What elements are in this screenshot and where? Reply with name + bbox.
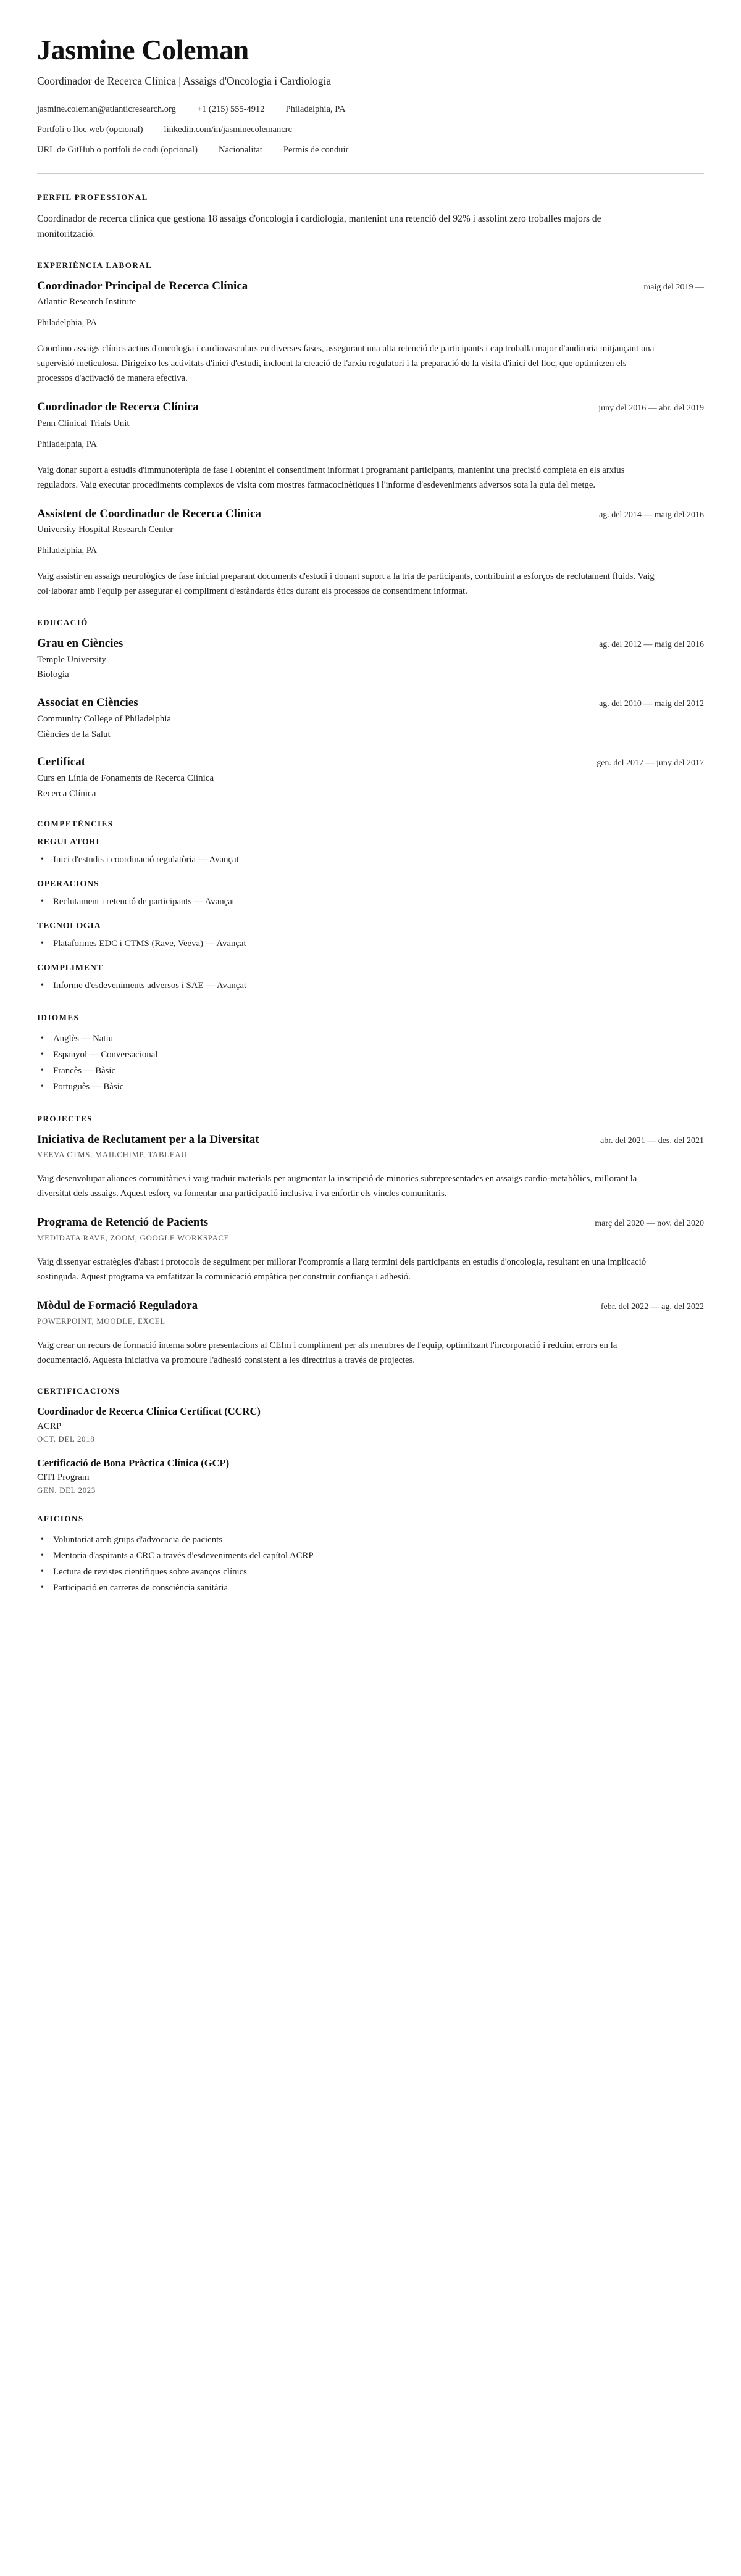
candidate-name: Jasmine Coleman (37, 34, 249, 65)
experience-description: Vaig donar suport a estudis d'immunoteràpia de fase I obtenint el consentiment informat i programant participants, mantenint una precisió completa en els arxius reguladors. Vaig executar procediments complexos de visita com mostres farmacocinètiques i l'informe d'esdeveniments adversos sota la guia del metge. (37, 465, 625, 490)
skill-list (37, 894, 704, 910)
contact-linkedin[interactable]: linkedin.com/in/jasminecolemancrc (164, 125, 292, 135)
education-school: Community College of Philadelphia (37, 713, 172, 724)
experience-entry-head (37, 507, 704, 522)
header-divider (37, 173, 704, 174)
contact-github[interactable]: URL de GitHub o portfoli de codi (opcional) (37, 144, 198, 155)
skill-item: • Plataformes EDC i CTMS (Rave, Veeva) — Avançat (37, 936, 704, 952)
skill-list (37, 936, 704, 952)
interests-list (37, 1532, 704, 1597)
candidate-headline: Coordinador de Recerca Clínica | Assaigs d'Oncologia i Cardiologia (37, 74, 332, 87)
experience-location: Philadelphia, PA (37, 318, 97, 328)
summary-text: Coordinador de recerca clínica que gestiona 18 assaigs d'oncologia i cardiologia, mantenint una retenció del 92% i assolint zero troballes majors de monitorització. (37, 213, 601, 239)
experience-location: Philadelphia, PA (37, 439, 97, 449)
language-item: • Anglès — Natiu (37, 1031, 704, 1047)
language-item: • Portuguès — Bàsic (37, 1079, 704, 1095)
language-item: • Francès — Bàsic (37, 1063, 704, 1079)
section-projects (37, 1114, 704, 1368)
certification-issuer: CITI Program (37, 1473, 90, 1482)
education-field: Ciències de la Salut (37, 729, 111, 739)
certification-date: OCT. DEL 2018 (37, 1434, 95, 1444)
project-entry-head (37, 1298, 704, 1314)
education-entry-head (37, 696, 704, 711)
education-dates: ag. del 2012 — maig del 2016 (599, 639, 704, 649)
project-tech: VEEVA CTMS, MAILCHIMP, TABLEAU (37, 1150, 188, 1160)
interest-item: • Mentoria d'aspirants a CRC a través d'esdeveniments del capítol ACRP (37, 1548, 704, 1564)
interest-item: • Participació en carreres de consciència sanitària (37, 1581, 704, 1597)
project-name: Mòdul de Formació Reguladora (37, 1298, 198, 1312)
resume-header (37, 35, 704, 174)
education-dates: gen. del 2017 — juny del 2017 (597, 758, 704, 768)
certification-entry (37, 1405, 704, 1444)
experience-location: Philadelphia, PA (37, 545, 97, 555)
skill-item: • Reclutament i retenció de participants — Avançat (37, 894, 704, 910)
education-entry-head (37, 636, 704, 652)
interest-item: • Voluntariat amb grups d'advocacia de pacients (37, 1532, 704, 1548)
project-entry-head (37, 1215, 704, 1231)
section-title-education: EDUCACIÓ (37, 617, 88, 627)
project-name: Programa de Retenció de Pacients (37, 1216, 209, 1229)
education-entry (37, 636, 704, 682)
section-title-interests: AFICIONS (37, 1514, 84, 1523)
education-field: Recerca Clínica (37, 788, 96, 799)
experience-dates: juny del 2016 — abr. del 2019 (598, 404, 704, 413)
section-interests (37, 1514, 704, 1597)
skill-category: TECNOLOGIA (37, 921, 101, 931)
skill-list (37, 978, 704, 994)
section-title-languages: IDIOMES (37, 1013, 80, 1023)
education-entry (37, 755, 704, 800)
project-description: Vaig desenvolupar aliances comunitàries i vaig traduir materials per augmentar la inscripció de minories subrepresentades en assaigs cardio-metabòlics, millorant la diversitat dels assaigs. Aquest esforç va fomentar una participació inclusiva i va enfortir els vincles comunitaris. (37, 1174, 637, 1199)
education-school: Temple University (37, 654, 106, 665)
certification-issuer: ACRP (37, 1421, 62, 1431)
project-entry (37, 1215, 704, 1285)
contact-row-3 (37, 144, 704, 157)
section-title-projects: PROJECTES (37, 1113, 93, 1123)
project-name: Iniciativa de Reclutament per a la Diversitat (37, 1132, 259, 1146)
experience-entry (37, 507, 704, 599)
contact-portfolio[interactable]: Portfoli o lloc web (opcional) (37, 125, 143, 135)
certification-name: Coordinador de Recerca Clínica Certificat (CCRC) (37, 1405, 261, 1418)
skill-group (37, 879, 704, 910)
experience-entry (37, 400, 704, 492)
skill-item: • Inici d'estudis i coordinació regulatòria — Avançat (37, 852, 704, 868)
experience-entry-head (37, 400, 704, 415)
section-title-certifications: CERTIFICACIONS (37, 1386, 120, 1396)
contact-email[interactable]: jasmine.coleman@atlanticresearch.org (37, 104, 176, 115)
contact-nationality: Nacionalitat (219, 144, 262, 155)
contact-row-1 (37, 103, 704, 117)
skill-category: OPERACIONS (37, 879, 99, 889)
project-description: Vaig dissenyar estratègies d'abast i protocols de seguiment per millorar l'compromís a llarg termini dels participants en estudis d'oncologia, resultant en una implicació sostinguda. Aquest programa va emfatitzar la comunicació empàtica per construir confiança i adhesió. (37, 1257, 647, 1282)
education-school: Curs en Línia de Fonaments de Recerca Clínica (37, 773, 214, 783)
section-summary (37, 193, 704, 242)
experience-entry (37, 279, 704, 386)
contact-row-2 (37, 123, 704, 137)
project-tech: POWERPOINT, MOODLE, EXCEL (37, 1316, 165, 1326)
section-title-skills: COMPETÈNCIES (37, 819, 114, 829)
experience-dates: ag. del 2014 — maig del 2016 (599, 510, 704, 520)
interest-item: • Lectura de revistes científiques sobre avanços clínics (37, 1564, 704, 1581)
education-field: Biologia (37, 670, 69, 680)
skill-item: • Informe d'esdeveniments adversos i SAE — Avançat (37, 978, 704, 994)
project-description: Vaig crear un recurs de formació interna sobre presentacions al CEIm i compliment per als membres de l'equip, optimitzant l'incorporació i reduint errors en la documentació. Aquesta iniciativa va promoure l'adhesió consistent a les directrius a través de projectes. (37, 1340, 618, 1365)
section-skills (37, 819, 704, 994)
experience-role: Assistent de Coordinador de Recerca Clínica (37, 507, 261, 520)
experience-role: Coordinador de Recerca Clínica (37, 401, 199, 414)
experience-org: University Hospital Research Center (37, 525, 174, 535)
education-entry (37, 696, 704, 741)
section-experience (37, 260, 704, 599)
section-education (37, 618, 704, 801)
project-entry (37, 1298, 704, 1368)
experience-dates: maig del 2019 — (643, 282, 704, 292)
certification-entry (37, 1456, 704, 1495)
experience-entry-head (37, 279, 704, 294)
skill-group (37, 837, 704, 868)
skill-group (37, 963, 704, 994)
contact-driving-licence: Permís de conduir (283, 144, 349, 155)
project-dates: març del 2020 — nov. del 2020 (595, 1219, 704, 1229)
project-dates: abr. del 2021 — des. del 2021 (600, 1136, 704, 1145)
skill-list (37, 852, 704, 868)
education-degree: Associat en Ciències (37, 696, 138, 710)
experience-role: Coordinador Principal de Recerca Clínica (37, 279, 248, 293)
certification-date: GEN. DEL 2023 (37, 1486, 96, 1495)
education-degree: Certificat (37, 755, 86, 769)
section-certifications (37, 1386, 704, 1495)
project-entry-head (37, 1132, 704, 1148)
skill-group (37, 921, 704, 952)
language-item: • Espanyol — Conversacional (37, 1047, 704, 1063)
contact-phone[interactable]: +1 (215) 555-4912 (196, 104, 265, 115)
project-tech: MEDIDATA RAVE, ZOOM, GOOGLE WORKSPACE (37, 1233, 230, 1242)
section-title-summary: PERFIL PROFESSIONAL (37, 192, 148, 202)
skill-category: COMPLIMENT (37, 963, 103, 973)
experience-org: Atlantic Research Institute (37, 297, 136, 307)
experience-description: Vaig assistir en assaigs neurològics de fase inicial preparant documents d'estudi i donant suport a la tria de participants, contribuint a esforços de reclutament fluids. Vaig col·laborar amb l'equip per assegurar el compliment d'estàndards ètics durant els processos de consentiment informat. (37, 571, 655, 596)
education-entry-head (37, 755, 704, 770)
section-title-experience: EXPERIÈNCIA LABORAL (37, 260, 153, 270)
education-dates: ag. del 2010 — maig del 2012 (599, 699, 704, 709)
project-entry (37, 1132, 704, 1202)
experience-org: Penn Clinical Trials Unit (37, 418, 130, 428)
education-degree: Grau en Ciències (37, 636, 124, 650)
skill-category: REGULATORI (37, 837, 100, 847)
experience-description: Coordino assaigs clínics actius d'oncologia i cardiovasculars en diverses fases, assegurant una alta retenció de participants i cap troballa major d'auditoria mitjançant una supervisió meticulosa. Dirigeixo les activitats d'inici d'estudi, incloent la creació de l'arxiu regulatori i la preparació de la visita d'inici del lloc, que optimitzen els processos d'activació de manera efectiva. (37, 344, 655, 384)
certification-name: Certificació de Bona Pràctica Clínica (GCP) (37, 1456, 230, 1469)
project-dates: febr. del 2022 — ag. del 2022 (600, 1302, 704, 1311)
languages-list (37, 1031, 704, 1095)
contact-location: Philadelphia, PA (285, 104, 346, 115)
section-languages (37, 1013, 704, 1095)
